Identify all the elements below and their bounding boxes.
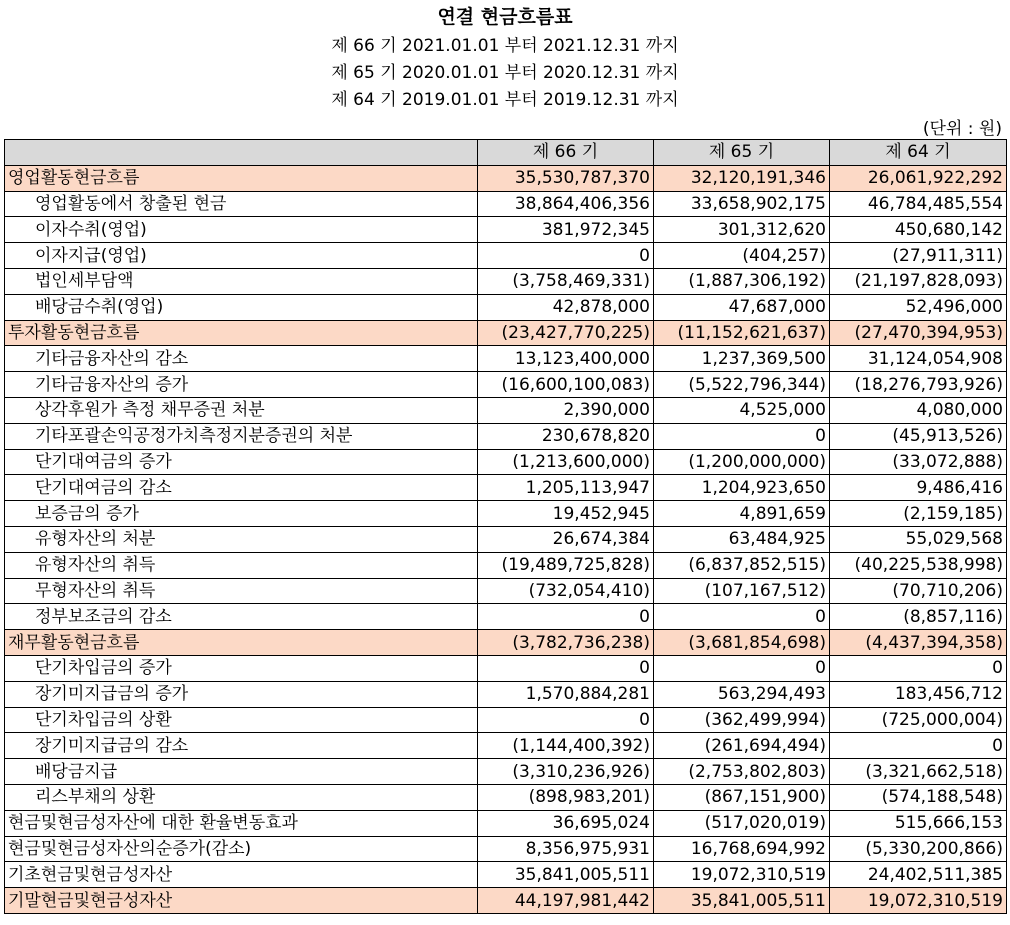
row-value: 24,402,511,385 [830,862,1007,888]
row-value: (11,152,621,637) [654,320,830,346]
row-value: 0 [654,604,830,630]
row-value: (574,188,548) [830,784,1007,810]
table-row [5,501,1007,527]
row-value: 1,237,369,500 [654,346,830,372]
row-value: 19,452,945 [478,501,654,527]
row-value: 38,864,406,356 [478,191,654,217]
row-value: (725,000,004) [830,707,1007,733]
row-value: 55,029,568 [830,526,1007,552]
row-value: 0 [654,423,830,449]
row-label: 이자수취(영업) [5,217,478,243]
row-value: (27,470,394,953) [830,320,1007,346]
row-value: (40,225,538,998) [830,552,1007,578]
row-value: (3,681,854,698) [654,630,830,656]
row-value: (33,072,888) [830,449,1007,475]
row-value: (3,758,469,331) [478,268,654,294]
row-value: (261,694,494) [654,733,830,759]
table-row [5,784,1007,810]
row-value: (70,710,206) [830,578,1007,604]
row-value: (732,054,410) [478,578,654,604]
row-value: 0 [830,655,1007,681]
table-row [5,862,1007,888]
row-value: (898,983,201) [478,784,654,810]
row-label: 장기미지급금의 증가 [5,681,478,707]
row-value: (1,200,000,000) [654,449,830,475]
row-label: 이자지급(영업) [5,243,478,269]
row-value: (4,437,394,358) [830,630,1007,656]
row-value: 4,525,000 [654,397,830,423]
table-row [5,320,1007,346]
row-value: 0 [478,707,654,733]
row-label: 현금및현금성자산의순증가(감소) [5,836,478,862]
row-label: 기타금융자산의 증가 [5,372,478,398]
row-label: 기타포괄손익공정가치측정지분증권의 처분 [5,423,478,449]
row-value: (2,159,185) [830,501,1007,527]
row-value: (5,522,796,344) [654,372,830,398]
row-value: 63,484,925 [654,526,830,552]
row-value: (362,499,994) [654,707,830,733]
row-value: 8,356,975,931 [478,836,654,862]
row-value: 35,530,787,370 [478,165,654,191]
row-label: 기타금융자산의 감소 [5,346,478,372]
period-line-65: 제 65 기 2020.01.01 부터 2020.12.31 까지 [331,63,679,83]
table-row [5,733,1007,759]
cash-flow-table [4,139,1007,914]
row-value: 42,878,000 [478,294,654,320]
row-value: 31,124,054,908 [830,346,1007,372]
row-label: 단기차입금의 상환 [5,707,478,733]
period-line-64: 제 64 기 2019.01.01 부터 2019.12.31 까지 [331,90,679,110]
row-value: (1,144,400,392) [478,733,654,759]
row-value: (16,600,100,083) [478,372,654,398]
table-row [5,578,1007,604]
table-row [5,604,1007,630]
table-row [5,243,1007,269]
row-value: (19,489,725,828) [478,552,654,578]
row-label: 유형자산의 취득 [5,552,478,578]
row-label: 현금및현금성자산에 대한 환율변동효과 [5,810,478,836]
row-value: 33,658,902,175 [654,191,830,217]
table-row [5,346,1007,372]
row-value: 13,123,400,000 [478,346,654,372]
row-value: (404,257) [654,243,830,269]
table-row [5,475,1007,501]
unit-label: (단위 : 원) [922,119,1002,139]
table-row [5,552,1007,578]
table-row [5,191,1007,217]
row-value: (21,197,828,093) [830,268,1007,294]
table-row [5,217,1007,243]
table-row [5,759,1007,785]
row-value: (18,276,793,926) [830,372,1007,398]
row-value: 4,891,659 [654,501,830,527]
row-value: 515,666,153 [830,810,1007,836]
row-label: 영업활동현금흐름 [5,165,478,191]
table-row [5,526,1007,552]
header-period-66: 제 66 기 [478,140,654,166]
statement-title: 연결 현금흐름표 [437,6,573,28]
row-label: 보증금의 증가 [5,501,478,527]
row-label: 장기미지급금의 감소 [5,733,478,759]
row-value: 230,678,820 [478,423,654,449]
row-value: 0 [654,655,830,681]
row-value: 0 [478,243,654,269]
table-row [5,372,1007,398]
row-value: 1,570,884,281 [478,681,654,707]
row-value: (107,167,512) [654,578,830,604]
row-label: 법인세부담액 [5,268,478,294]
row-label: 투자활동현금흐름 [5,320,478,346]
row-value: (3,310,236,926) [478,759,654,785]
row-value: 0 [478,655,654,681]
row-value: 46,784,485,554 [830,191,1007,217]
row-value: (2,753,802,803) [654,759,830,785]
row-value: (45,913,526) [830,423,1007,449]
header-label [5,140,478,166]
row-value: (867,151,900) [654,784,830,810]
row-value: 36,695,024 [478,810,654,836]
row-value: (3,321,662,518) [830,759,1007,785]
row-value: 44,197,981,442 [478,888,654,914]
header-row [5,140,1007,166]
row-label: 무형자산의 취득 [5,578,478,604]
table-row [5,810,1007,836]
table-row [5,681,1007,707]
row-value: (517,020,019) [654,810,830,836]
header-period-64: 제 64 기 [830,140,1007,166]
table-row [5,888,1007,914]
row-value: 32,120,191,346 [654,165,830,191]
row-value: (1,887,306,192) [654,268,830,294]
row-label: 배당금수취(영업) [5,294,478,320]
row-value: (6,837,852,515) [654,552,830,578]
row-value: (23,427,770,225) [478,320,654,346]
table-row [5,423,1007,449]
row-value: (5,330,200,866) [830,836,1007,862]
row-label: 영업활동에서 창출된 현금 [5,191,478,217]
row-value: 26,674,384 [478,526,654,552]
table-row [5,449,1007,475]
row-value: 52,496,000 [830,294,1007,320]
row-value: 1,205,113,947 [478,475,654,501]
row-value: (1,213,600,000) [478,449,654,475]
table-row [5,630,1007,656]
row-value: 301,312,620 [654,217,830,243]
table-row [5,397,1007,423]
period-line-66: 제 66 기 2021.01.01 부터 2021.12.31 까지 [331,36,679,56]
row-label: 정부보조금의 감소 [5,604,478,630]
row-value: 19,072,310,519 [830,888,1007,914]
row-value: 4,080,000 [830,397,1007,423]
row-value: (3,782,736,238) [478,630,654,656]
row-value: 2,390,000 [478,397,654,423]
row-value: 26,061,922,292 [830,165,1007,191]
row-value: 35,841,005,511 [478,862,654,888]
row-label: 리스부채의 상환 [5,784,478,810]
row-label: 유형자산의 처분 [5,526,478,552]
table-row [5,655,1007,681]
row-label: 단기대여금의 증가 [5,449,478,475]
row-label: 상각후원가 측정 채무증권 처분 [5,397,478,423]
row-value: 183,456,712 [830,681,1007,707]
row-value: 450,680,142 [830,217,1007,243]
row-value: (8,857,116) [830,604,1007,630]
row-value: 563,294,493 [654,681,830,707]
row-label: 배당금지급 [5,759,478,785]
row-value: (27,911,311) [830,243,1007,269]
row-value: 381,972,345 [478,217,654,243]
table-row [5,707,1007,733]
row-value: 16,768,694,992 [654,836,830,862]
table-row [5,165,1007,191]
header-period-65: 제 65 기 [654,140,830,166]
row-label: 재무활동현금흐름 [5,630,478,656]
row-value: 0 [830,733,1007,759]
row-label: 기말현금및현금성자산 [5,888,478,914]
row-label: 단기차입금의 증가 [5,655,478,681]
row-value: 9,486,416 [830,475,1007,501]
row-value: 0 [478,604,654,630]
row-value: 47,687,000 [654,294,830,320]
table-row [5,294,1007,320]
row-label: 기초현금및현금성자산 [5,862,478,888]
row-value: 35,841,005,511 [654,888,830,914]
row-value: 19,072,310,519 [654,862,830,888]
table-row [5,268,1007,294]
table-row [5,836,1007,862]
row-value: 1,204,923,650 [654,475,830,501]
row-label: 단기대여금의 감소 [5,475,478,501]
